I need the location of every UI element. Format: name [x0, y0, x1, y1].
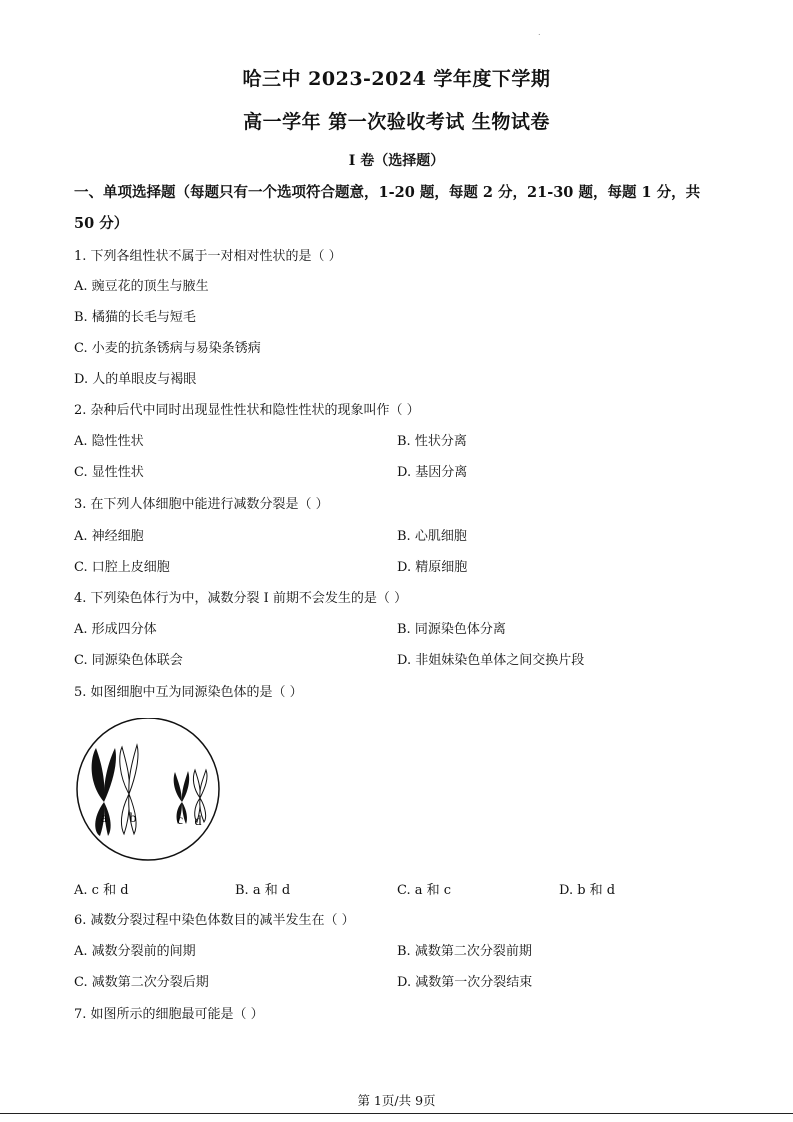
question-1-stem: 1. 下列各组性状不属于一对相对性状的是（ ）	[74, 249, 342, 264]
question-2-option-d: D. 基因分离	[397, 465, 468, 480]
question-7-stem: 7. 如图所示的细胞最可能是（ ）	[74, 1007, 264, 1022]
question-3-option-d: D. 精原细胞	[397, 560, 468, 575]
question-6-option-a: A. 减数分裂前的间期	[74, 944, 196, 959]
scan-dot: .	[538, 28, 541, 37]
question-1-option-a: A. 豌豆花的顶生与腋生	[74, 279, 209, 294]
exam-subtitle: 高一学年 第一次验收考试 生物试卷	[243, 111, 550, 133]
question-5-option-d: D. b 和 d	[559, 883, 616, 898]
question-5-option-b: B. a 和 d	[235, 883, 291, 898]
cell-diagram	[74, 718, 224, 863]
question-4-option-d: D. 非姐妹染色单体之间交换片段	[397, 653, 585, 668]
label-b: b	[129, 811, 137, 826]
question-2-option-a: A. 隐性性状	[74, 434, 144, 449]
section-heading-line2: 50 分）	[74, 215, 129, 232]
part-heading: I 卷（选择题）	[348, 153, 445, 169]
question-6-option-d: D. 减数第一次分裂结束	[397, 975, 533, 990]
question-5-option-a: A. c 和 d	[74, 883, 129, 898]
question-4-option-b: B. 同源染色体分离	[397, 622, 506, 637]
question-4-option-c: C. 同源染色体联会	[74, 653, 183, 668]
question-1-option-b: B. 橘猫的长毛与短毛	[74, 310, 196, 325]
label-a: a	[100, 811, 108, 826]
question-4-option-a: A. 形成四分体	[74, 622, 157, 637]
label-d: d	[194, 814, 202, 829]
question-6-stem: 6. 减数分裂过程中染色体数目的减半发生在（ ）	[74, 913, 355, 928]
question-2-option-b: B. 性状分离	[397, 434, 467, 449]
question-3-option-c: C. 口腔上皮细胞	[74, 560, 170, 575]
question-2-stem: 2. 杂种后代中同时出现显性性状和隐性性状的现象叫作（ ）	[74, 403, 420, 418]
question-6-option-c: C. 减数第二次分裂后期	[74, 975, 209, 990]
question-1-option-c: C. 小麦的抗条锈病与易染条锈病	[74, 341, 261, 356]
question-3-option-a: A. 神经细胞	[74, 529, 144, 544]
label-c: c	[176, 813, 184, 828]
question-5-stem: 5. 如图细胞中互为同源染色体的是（ ）	[74, 685, 303, 700]
exam-title: 哈三中 2023-2024 学年度下学期	[242, 68, 551, 90]
question-3-option-b: B. 心肌细胞	[397, 529, 467, 544]
question-1-option-d: D. 人的单眼皮与褐眼	[74, 372, 197, 387]
question-3-stem: 3. 在下列人体细胞中能进行减数分裂是（ ）	[74, 497, 329, 512]
question-4-stem: 4. 下列染色体行为中，减数分裂 I 前期不会发生的是（ ）	[74, 591, 408, 606]
section-heading-line1: 一、单项选择题（每题只有一个选项符合题意，1-20 题，每题 2 分，21-30 题，每题 1 分，共	[74, 184, 701, 201]
question-5-option-c: C. a 和 c	[397, 883, 452, 898]
footer-divider	[0, 1113, 793, 1114]
question-6-option-b: B. 减数第二次分裂前期	[397, 944, 532, 959]
question-2-option-c: C. 显性性状	[74, 465, 144, 480]
page-number: 第 1页/共 9页	[357, 1093, 436, 1108]
cell-chromosome-figure	[74, 718, 224, 867]
